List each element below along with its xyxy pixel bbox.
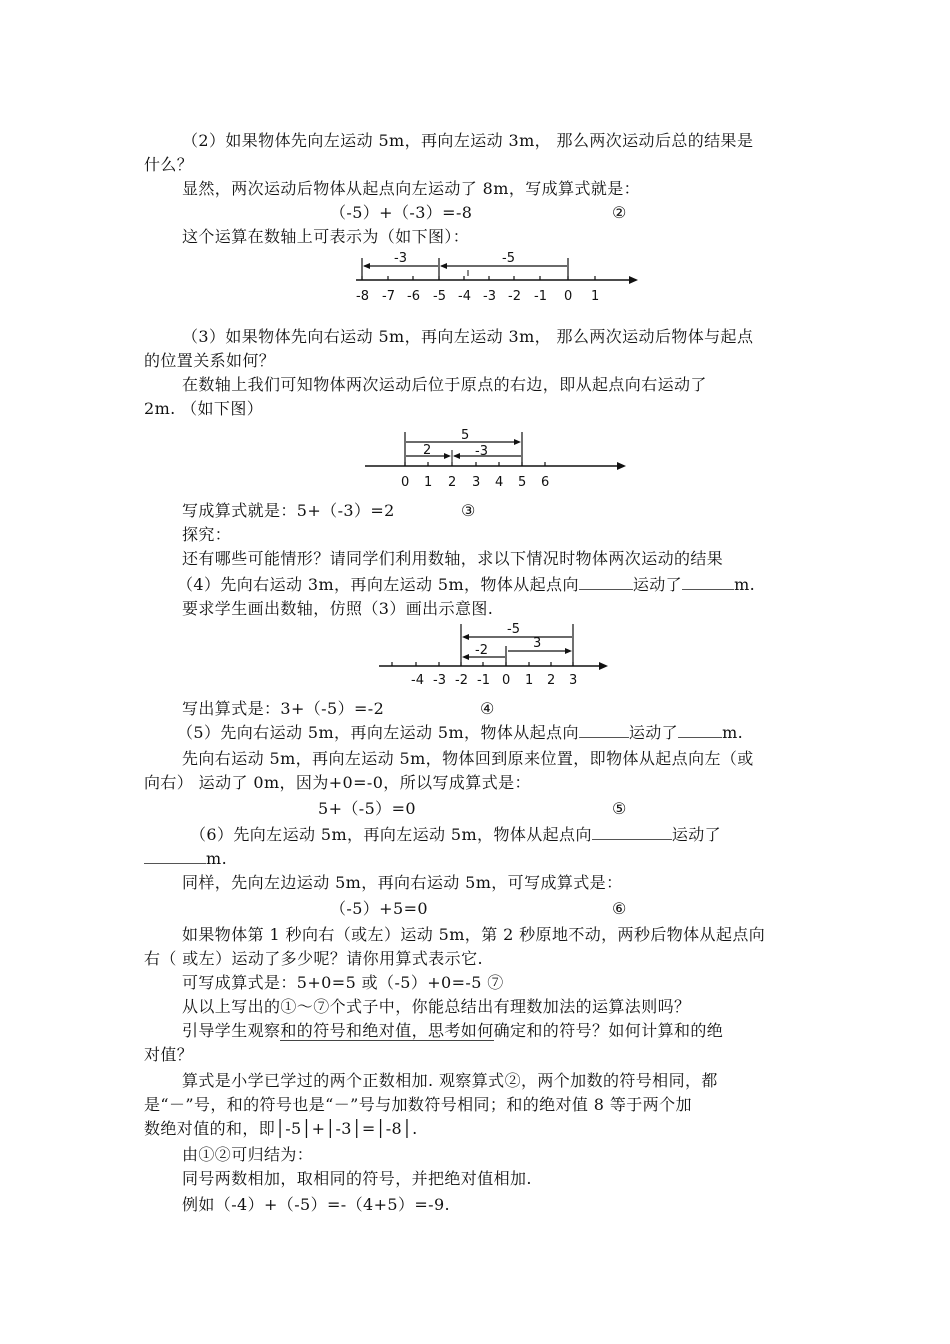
answer-blank — [144, 849, 206, 864]
tick-label: 2 — [448, 475, 457, 490]
text-line — [190, 824, 721, 846]
equation: （-5）+5=0 — [330, 899, 428, 918]
tick-label: -4 — [458, 289, 471, 304]
arrow-label: -3 — [394, 251, 407, 266]
tick-label: -5 — [433, 289, 446, 304]
text-line — [177, 574, 755, 596]
tick-label: 1 — [525, 673, 534, 688]
text-fragment: 运动了 — [671, 825, 722, 844]
text-line — [177, 722, 743, 744]
tick-label: 3 — [472, 475, 481, 490]
answer-blank — [579, 575, 633, 590]
arrow-label: 2 — [423, 443, 432, 458]
equation-number: ⑥ — [612, 899, 627, 918]
tick-label: 0 — [401, 475, 410, 490]
text-line: 如果物体第 1 秒向右（或左）运动 5m，第 2 秒原地不动，两秒后物体从起点向 — [182, 925, 766, 944]
answer-blank — [579, 723, 629, 738]
tick-label: 1 — [424, 475, 433, 490]
text-line: 是“－”号，和的符号也是“－”号与加数符号相同；和的绝对值 8 等于两个加 — [144, 1095, 692, 1114]
arrow-label: -5 — [507, 622, 520, 637]
text-fragment: m. — [734, 575, 756, 594]
arrow-label: -5 — [502, 251, 515, 266]
text-fragment: 运动了 — [632, 575, 683, 594]
text-fragment: （4）先向右运动 3m，再向左运动 5m，物体从起点向 — [177, 575, 579, 594]
tick-label: 6 — [541, 475, 550, 490]
answer-blank — [678, 723, 722, 738]
text-line: 例如（-4）+（-5）=-（4+5）=-9. — [182, 1195, 451, 1214]
text-line: 在数轴上我们可知物体两次运动后位于原点的右边，即从起点向右运动了 — [182, 375, 707, 394]
text-line — [144, 848, 227, 870]
text-line: 还有哪些可能情形？请同学们利用数轴，求以下情况时物体两次运动的结果 — [182, 549, 724, 568]
text-line: 要求学生画出数轴，仿照（3）画出示意图. — [182, 599, 494, 618]
tick-label: -3 — [433, 673, 446, 688]
tick-label: 0 — [564, 289, 573, 304]
text-line: 可写成算式是：5+0=5 或（-5）+0=-5 ⑦ — [182, 973, 504, 992]
text-fragment: 运动了 — [628, 723, 679, 742]
tick-label: 1 — [591, 289, 600, 304]
text-line: 2m. （如下图） — [144, 399, 264, 418]
number-line-1 — [350, 248, 650, 308]
text-fragment: m. — [206, 849, 228, 868]
arrow-label: 3 — [533, 636, 542, 651]
equation-number: ③ — [461, 501, 476, 520]
tick-label: 5 — [518, 475, 527, 490]
text-line: 右（ 或左）运动了多少呢？请你用算式表示它. — [144, 949, 483, 968]
number-line-2 — [365, 428, 635, 490]
tick-label: 2 — [547, 673, 556, 688]
text-fragment: m. — [722, 723, 744, 742]
number-line-3 — [375, 620, 625, 690]
underlined-phrase: 和的符号和绝对值，思考如何 — [280, 1021, 494, 1040]
text-line: 算式是小学已学过的两个正数相加. 观察算式②，两个加数的符号相同，都 — [182, 1071, 718, 1090]
text-line: 探究： — [182, 525, 232, 544]
tick-label: 3 — [569, 673, 578, 688]
text-line: 这个运算在数轴上可表示为（如下图）： — [182, 227, 470, 246]
arrow-label: -2 — [475, 643, 488, 658]
text-line: 由①②可归结为： — [182, 1145, 314, 1164]
equation-number: ② — [612, 203, 627, 222]
tick-label: -6 — [407, 289, 420, 304]
text-line: 显然，两次运动后物体从起点向左运动了 8m，写成算式就是： — [182, 179, 641, 198]
text-line: 从以上写出的①～⑦个式子中，你能总结出有理数加法的运算法则吗？ — [182, 997, 691, 1016]
text-line: （3）如果物体先向右运动 5m，再向左运动 3m， 那么两次运动后物体与起点 — [182, 327, 754, 346]
tick-label: 4 — [495, 475, 504, 490]
text-line: 先向右运动 5m，再向左运动 5m，物体回到原来位置，即物体从起点向左（或 — [182, 749, 754, 768]
tick-label: -7 — [382, 289, 395, 304]
text-fragment: 确定和的符号？如何计算和的绝 — [493, 1021, 724, 1040]
text-line — [182, 1020, 723, 1042]
text-line: 写成算式就是：5+（-3）=2 — [182, 501, 395, 520]
tick-label: -2 — [455, 673, 468, 688]
tick-label: -4 — [411, 673, 424, 688]
text-line: 同样，先向左边运动 5m，再向右运动 5m，可写成算式是： — [182, 873, 623, 892]
tick-label: 0 — [502, 673, 511, 688]
text-line: 数绝对值的和，即│-5│+│-3│=│-8│. — [144, 1119, 418, 1138]
equation-number: ④ — [480, 699, 495, 718]
tick-label: -3 — [483, 289, 496, 304]
equation-number: ⑤ — [612, 799, 627, 818]
tick-label: -1 — [534, 289, 547, 304]
text-line: 写出算式是：3+（-5）=-2 — [182, 699, 385, 718]
answer-blank — [592, 825, 672, 840]
text-fragment: （5）先向右运动 5m，再向左运动 5m，物体从起点向 — [177, 723, 579, 742]
text-fragment: 引导学生观察 — [182, 1021, 281, 1040]
tick-label: -2 — [508, 289, 521, 304]
answer-blank — [682, 575, 734, 590]
equation: 5+（-5）=0 — [318, 799, 416, 818]
equation: （-5）+（-3）=-8 — [330, 203, 473, 222]
text-line: 对值？ — [144, 1045, 194, 1064]
tick-label: -8 — [356, 289, 369, 304]
arrow-label: -3 — [475, 444, 488, 459]
text-line: （2）如果物体先向左运动 5m，再向左运动 3m， 那么两次运动后总的结果是 — [182, 131, 754, 150]
text-line: 同号两数相加，取相同的符号，并把绝对值相加. — [182, 1169, 532, 1188]
text-line: 的位置关系如何？ — [144, 351, 276, 370]
text-line: 向右） 运动了 0m，因为+0=-0，所以写成算式是： — [144, 773, 531, 792]
text-line: 什么？ — [144, 155, 194, 174]
text-fragment: （6）先向左运动 5m，再向左运动 5m，物体从起点向 — [190, 825, 592, 844]
tick-label: -1 — [477, 673, 490, 688]
arrow-label: 5 — [461, 428, 470, 443]
